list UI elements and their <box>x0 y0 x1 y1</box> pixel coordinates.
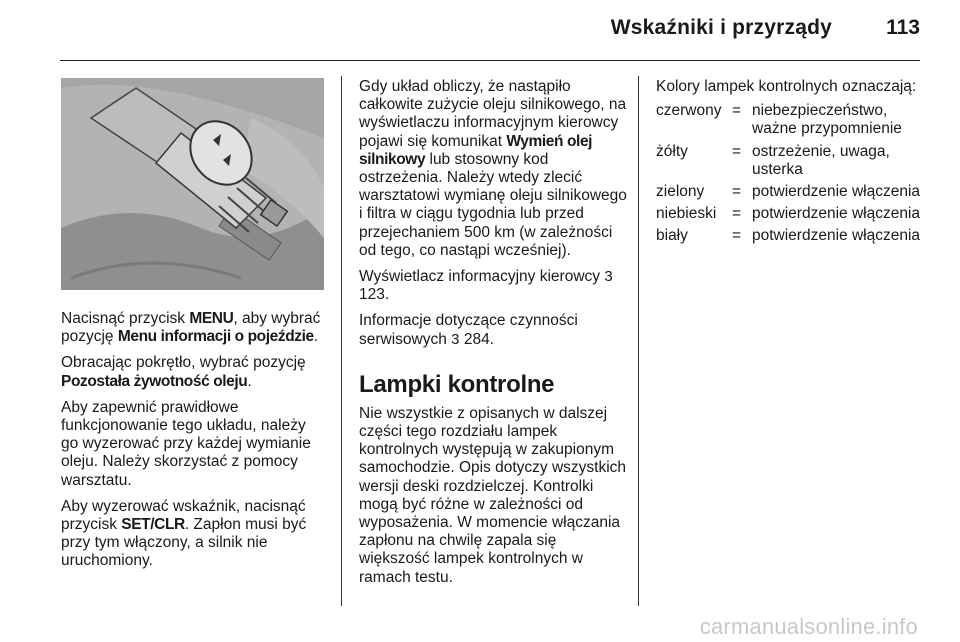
color-legend <box>656 102 926 249</box>
paragraph-reset-info: Aby zapewnić prawidłowe funkcjonowanie tego układu, należy go wyzerować przy każdej wymianie oleju. Należy skorzystać z pomocy warsztatu. <box>61 398 311 489</box>
paragraph-menu: Nacisnąć przycisk MENU, aby wybrać pozycję Menu informacji o pojeździe. <box>61 310 321 346</box>
legend-equals: = <box>732 205 742 223</box>
column-divider-2 <box>638 76 639 606</box>
legend-color: zielony <box>656 183 705 201</box>
stalk-illustration <box>61 78 324 290</box>
legend-row <box>656 102 926 142</box>
paragraph-oil-warning: Gdy układ obliczy, że nastąpiło całkowite zużycie oleju silnikowego, na wyświetlaczu informacyjnym kierowcy pojawi się komunikat Wymień olej silnikowy lub stosowny kod ostrzeżenia. Należy wtedy zlecić warsztatowi wymianę oleju silnikowego i filtra w ciągu tygodnia lub przed przejechaniem 500 km (w zależności od tego, co nastąpi wcześniej). <box>359 78 627 259</box>
paragraph-display-ref: Wyświetlacz informacyjny kierowcy 3 123. <box>359 268 613 304</box>
legend-row <box>656 227 926 249</box>
column-divider-1 <box>341 76 342 606</box>
page-ref-icon: 3 <box>451 330 460 348</box>
page-number: 113 <box>886 16 920 39</box>
legend-equals: = <box>732 183 742 201</box>
paragraph-select: Obracając pokrętło, wybrać pozycję Pozostała żywotność oleju. <box>61 354 306 390</box>
column-1 <box>61 78 326 579</box>
legend-color: biały <box>656 227 688 245</box>
legend-intro: Kolory lampek kontrolnych oznaczają: <box>656 78 917 95</box>
legend-meaning: ostrzeżenie, uwaga, usterka <box>752 142 890 178</box>
legend-equals: = <box>732 142 742 160</box>
header-rule <box>60 60 920 61</box>
legend-row <box>656 143 926 183</box>
legend-meaning: potwierdzenie włączenia <box>752 183 921 201</box>
legend-equals: = <box>732 227 742 245</box>
paragraph-indicators: Nie wszystkie z opisanych w dalszej części tego rozdziału lampek kontrolnych występują w zakupionym samochodzie. Opis dotyczy wszystkich wersji deski rozdzielczej. Kontrolki mogą być różne w zależności od wyposażenia. W momencie włączania zapłonu na chwilę zapala się większość lampek kontrolnych w ramach testu. <box>359 404 627 586</box>
column-3 <box>656 78 926 250</box>
legend-row <box>656 205 926 227</box>
column-2 <box>359 78 631 595</box>
paragraph-reset-steps: Aby wyzerować wskaźnik, nacisnąć przycisk SET/CLR. Zapłon musi być przy tym włączony, a silnik nie uruchomiony. <box>61 497 307 570</box>
legend-color: żółty <box>656 142 688 160</box>
legend-meaning: potwierdzenie włączenia <box>752 227 921 245</box>
legend-color: czerwony <box>656 102 722 120</box>
legend-meaning: niebezpieczeństwo, ważne przypomnienie <box>752 102 902 138</box>
section-heading: Lampki kontrolne <box>359 370 555 398</box>
legend-equals: = <box>732 102 742 120</box>
watermark: carmanualsonline.info <box>699 614 918 639</box>
page-title: Wskaźniki i przyrządy <box>610 16 832 39</box>
page-ref-icon: 3 <box>604 268 613 286</box>
legend-meaning: potwierdzenie włączenia <box>752 205 921 223</box>
legend-color: niebieski <box>656 205 717 223</box>
paragraph-service-ref: Informacje dotyczące czynności serwisowych 3 284. <box>359 312 578 348</box>
legend-row <box>656 183 926 205</box>
